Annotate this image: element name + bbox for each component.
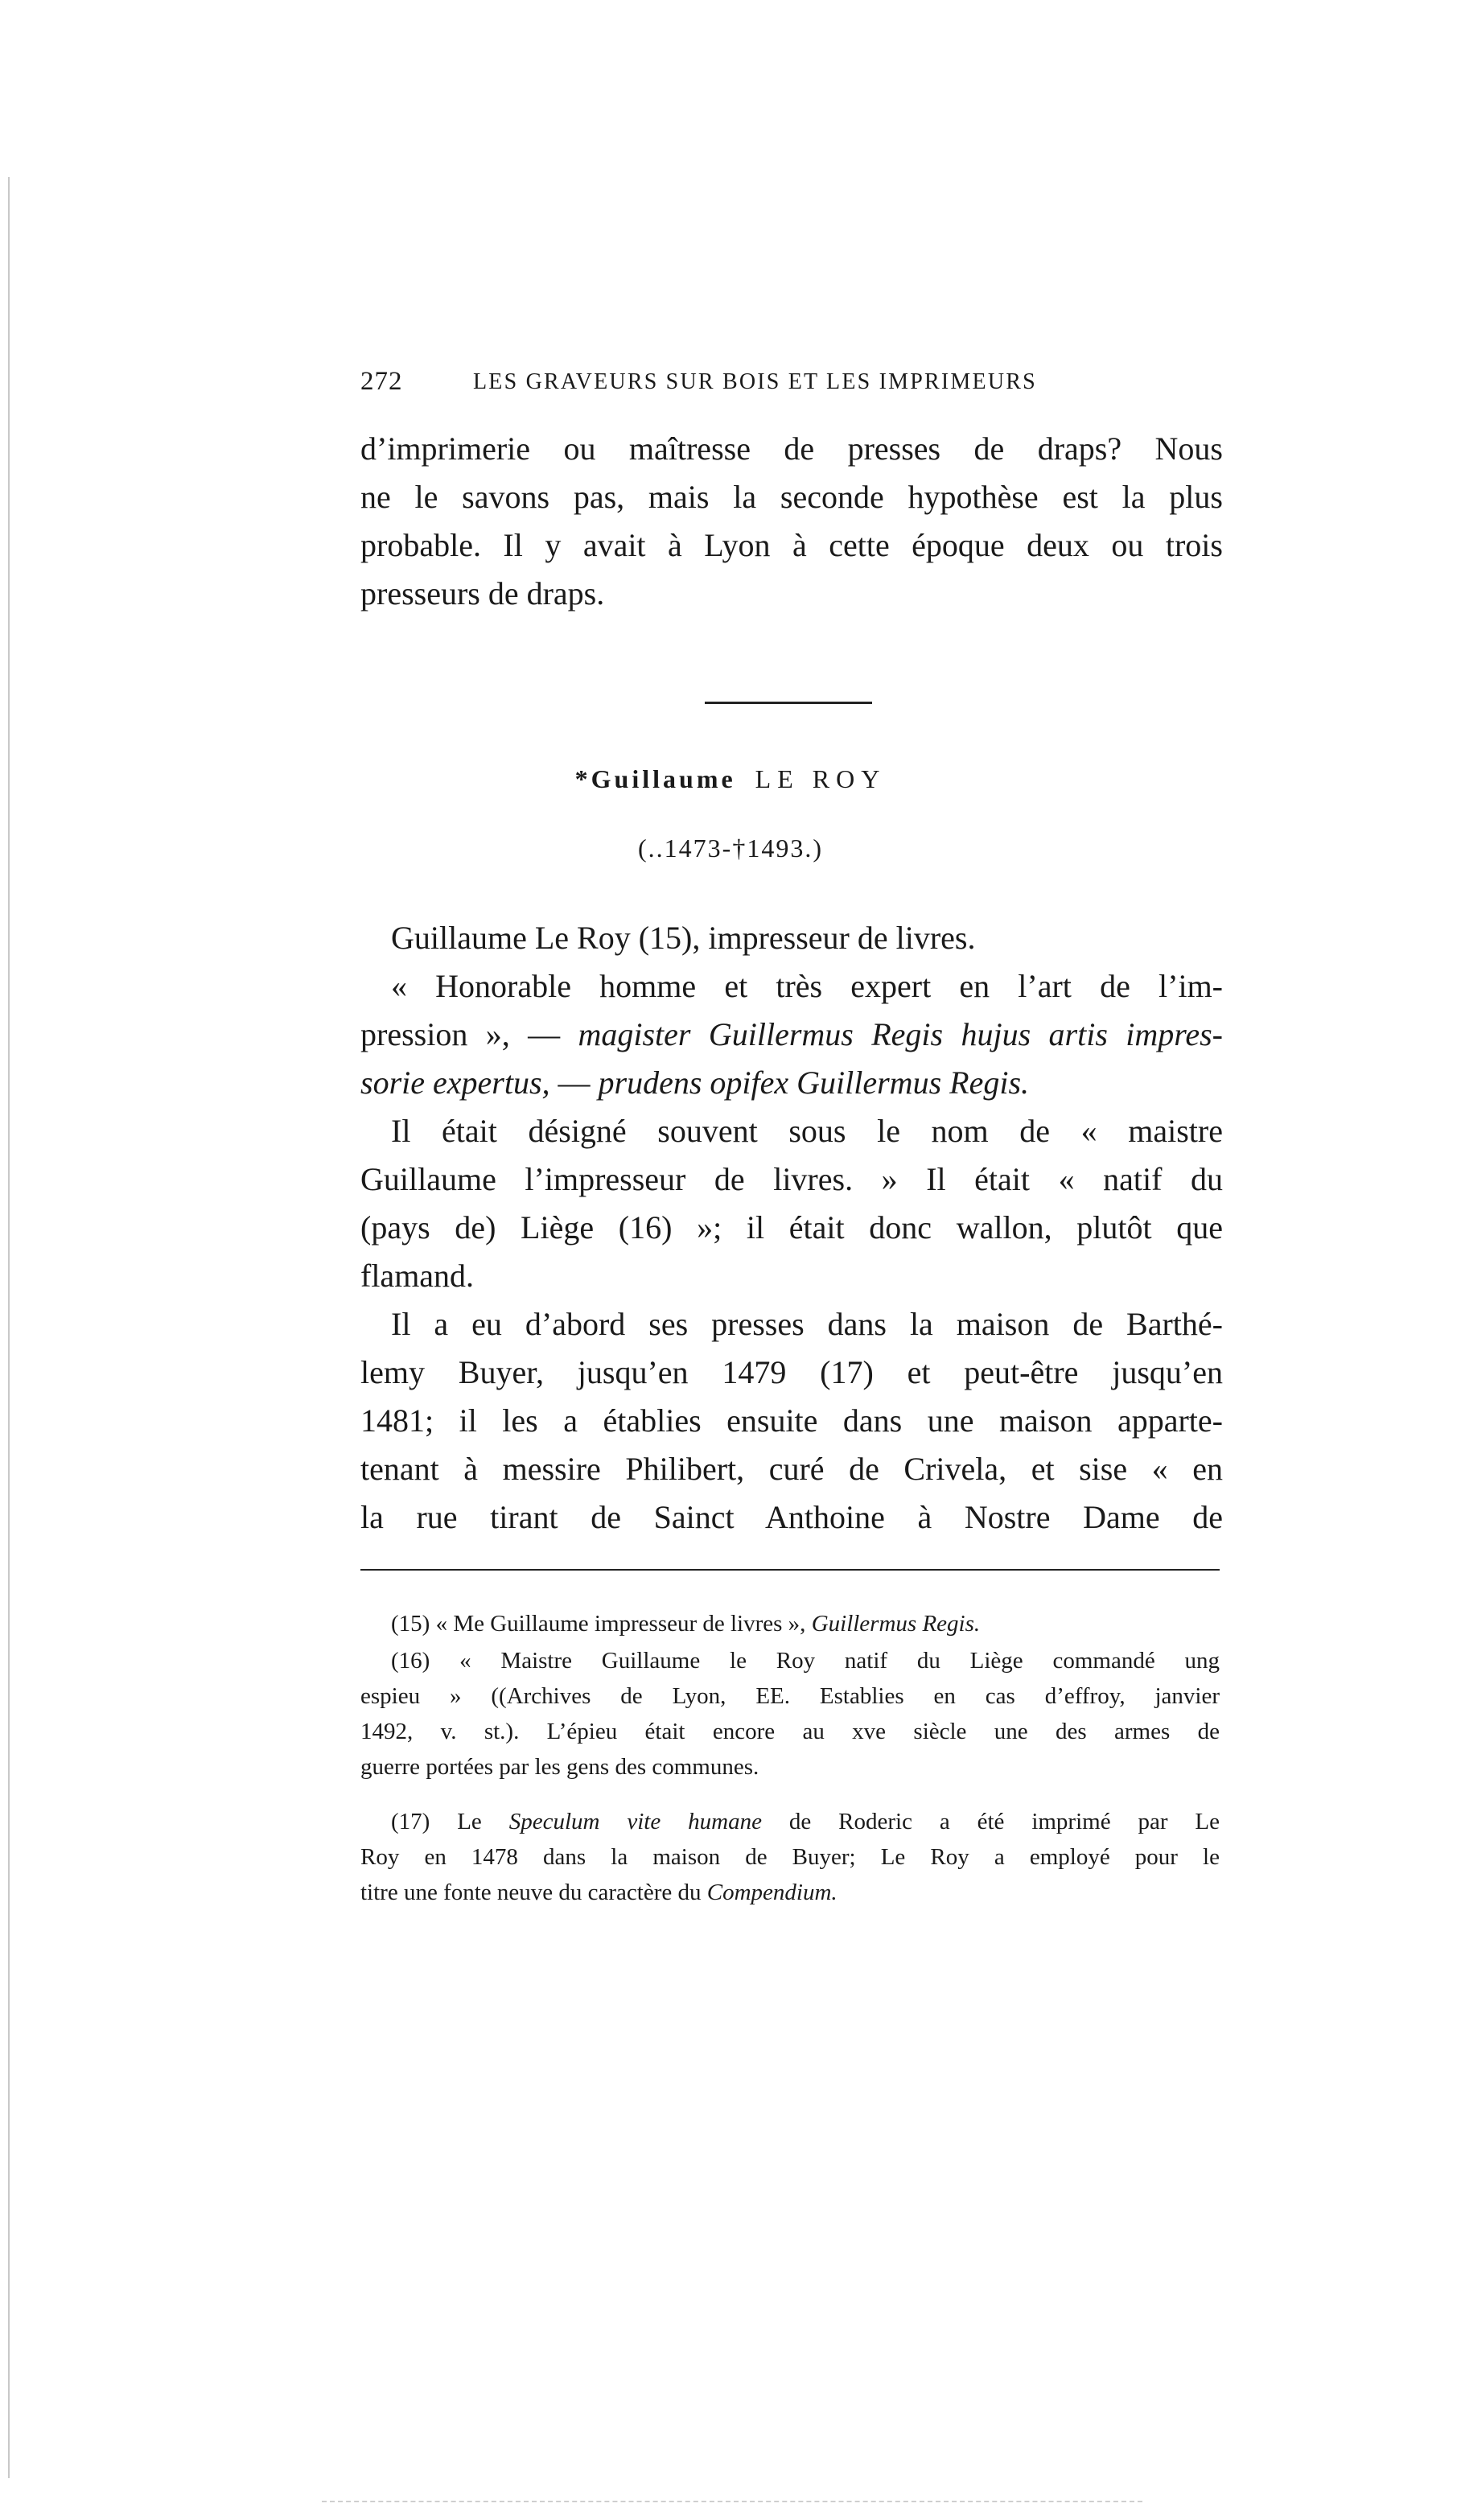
footnote-text: (15) « Me Guillaume impresseur de livres », xyxy=(391,1611,812,1637)
intro-paragraph xyxy=(360,425,1223,618)
paragraph-presses xyxy=(360,1300,1223,1542)
footnote-line: (16) « Maistre Guillaume le Roy natif du Liège commandé ung xyxy=(391,1648,1220,1674)
footnote-17 xyxy=(360,1804,1220,1910)
footnote-italic: Speculum vite humane xyxy=(508,1809,762,1834)
section-divider xyxy=(705,702,872,704)
footnote-line: espieu » ((Archives de Lyon, EE. Establies en cas d’effroy, janvier xyxy=(360,1683,1220,1709)
footnote-italic: Compendium. xyxy=(706,1880,838,1905)
running-header xyxy=(360,367,1197,407)
paragraph-line: lemy Buyer, jusqu’en 1479 (17) et peut-être jusqu’en xyxy=(360,1354,1223,1390)
paragraph-line xyxy=(360,1011,1223,1059)
latin-quote: magister Guillermus Regis hujus artis impres- xyxy=(578,1016,1223,1052)
paragraph-line: 1481; il les a établies ensuite dans une maison apparte- xyxy=(360,1402,1223,1439)
intro-line: d’imprimerie ou maîtresse de presses de draps? Nous xyxy=(360,430,1223,467)
footnote-text: titre une fonte neuve du caractère du xyxy=(360,1880,707,1905)
latin-quote: prudens opifex Guillermus Regis. xyxy=(598,1064,1030,1101)
footnote-line: 1492, v. st.). L’épieu était encore au xve siècle une des armes de xyxy=(360,1719,1220,1744)
paragraph-line: (pays de) Liège (16) »; il était donc wallon, plutôt que xyxy=(360,1209,1223,1246)
paragraph-line: Il a eu d’abord ses presses dans la maison de Barthé- xyxy=(391,1306,1223,1342)
quote-text: pression », — xyxy=(360,1016,578,1052)
footnote-16 xyxy=(360,1643,1220,1785)
intro-line: probable. Il y avait à Lyon à cette époque deux ou trois xyxy=(360,527,1223,563)
footnote-divider xyxy=(360,1569,1220,1571)
footnote-text: (17) Le xyxy=(391,1809,509,1834)
footnote-line: Roy en 1478 dans la maison de Buyer; Le Roy a employé pour le xyxy=(360,1844,1220,1870)
paragraph-line: Guillaume l’impresseur de livres. » Il était « natif du xyxy=(360,1161,1223,1197)
paragraph-name xyxy=(360,914,1223,962)
footnote-line xyxy=(360,1606,1220,1641)
entry-given-name: Guillaume xyxy=(591,764,736,793)
paragraph-origin xyxy=(360,1107,1223,1300)
paragraph-line: Il était désigné souvent sous le nom de « maistre xyxy=(391,1113,1223,1149)
paragraph-line xyxy=(360,1059,1223,1107)
footnote-15 xyxy=(360,1606,1220,1641)
paragraph-line: Guillaume Le Roy (15), impresseur de livres. xyxy=(391,920,976,956)
scan-footer-marks xyxy=(322,2501,1142,2504)
entry-marker: * xyxy=(574,764,591,793)
paragraph-line: la rue tirant de Sainct Anthoine à Nostre Dame de xyxy=(360,1499,1223,1535)
footnote-text: de Roderic a été imprimé par Le xyxy=(761,1809,1220,1834)
intro-line: ne le savons pas, mais la seconde hypothèse est la plus xyxy=(360,479,1223,515)
entry-heading xyxy=(0,764,1461,794)
footnote-line xyxy=(360,1804,1220,1839)
footnote-italic: Guillermus Regis. xyxy=(811,1611,981,1637)
paragraph-line: « Honorable homme et très expert en l’art de l’im- xyxy=(391,968,1223,1004)
entry-dates: (..1473-†1493.) xyxy=(638,834,823,863)
footnote-line: guerre portées par les gens des communes. xyxy=(360,1754,759,1780)
scan-edge-line xyxy=(8,177,10,2478)
paragraph-line: tenant à messire Philibert, curé de Crivela, et sise « en xyxy=(360,1451,1223,1487)
running-title: LES GRAVEURS SUR BOIS ET LES IMPRIMEURS xyxy=(473,369,1037,394)
intro-line: presseurs de draps. xyxy=(360,575,605,611)
paragraph-line: flamand. xyxy=(360,1258,475,1294)
entry-surname: LE ROY xyxy=(755,764,887,793)
page-number: 272 xyxy=(360,367,403,396)
latin-quote: sorie expertus, xyxy=(360,1064,550,1101)
footnote-line xyxy=(360,1875,1220,1910)
paragraph-quote xyxy=(360,962,1223,1107)
quote-dash: — xyxy=(549,1064,599,1101)
